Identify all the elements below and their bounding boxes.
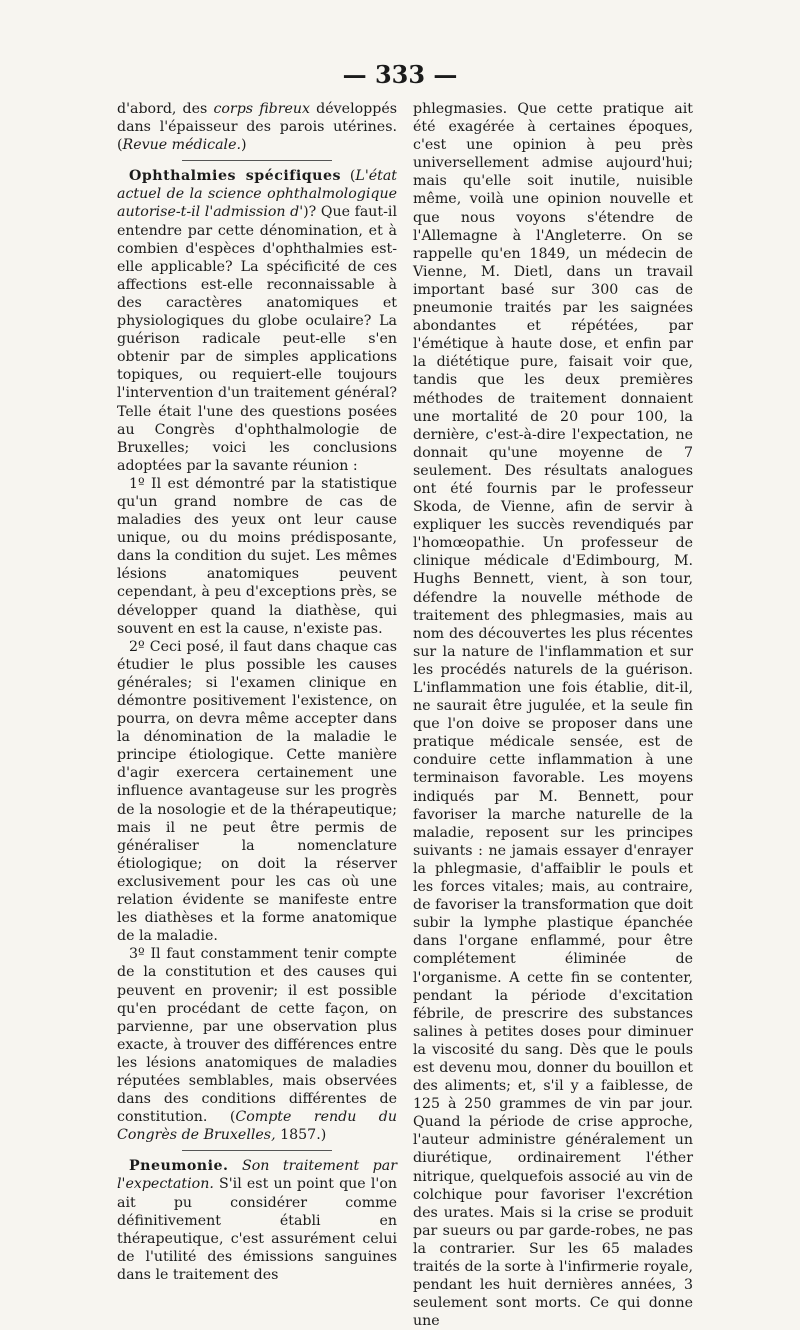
intro-emphasis: corps fibreux bbox=[213, 101, 311, 117]
ophthalmies-paragraph bbox=[117, 167, 397, 475]
intro-close: ) bbox=[241, 137, 247, 154]
right-paragraph: phlegmasies. Que cette pratique ait été exagérée à certaines époques, c'est une opinion à peu près universellement admise aujourd'hui; mais qu'elle soit inutile, nuisible même, voilà une opinion nouvelle et que nous voyons s'étendre de l'Allemagne à l'Angleterre. On se rappelle qu'en 1849, un médecin de Vienne, M. Dietl, dans un travail important basé sur 300 cas de pneumonie traités par les saignées abondantes et répétées, par l'émétique à haute dose, et enfin par la diététique pure, faisait voir que, tandis que les deux premières méthodes de traitement donnaient une mortalité de 20 pour 100, la dernière, c'est-à-dire l'expectation, ne donnait qu'une moyenne de 7 seulement. Des résultats analogues ont été fournis par le professeur Skoda, de Vienne, afin de servir à expliquer les succès revendiqués par l'homœopathie. Un professeur de clinique médicale d'Edimbourg, M. Hughs Bennett, vient, à son tour, défendre la nouvelle méthode de traitement des phlegmasies, mais au nom des découvertes les plus récentes sur la nature de l'inflammation et sur les procédés naturels de la guérison. L'inflammation une fois établie, dit-il, ne saurait être jugulée, et la seule fin que l'on doive se proposer dans une pratique médicale sensée, est de conduire cette inflammation à une terminaison favorable. Les moyens indiqués par M. Bennett, pour favoriser la marche naturelle de la maladie, reposent sur les principes suivants : ne jamais essayer d'enrayer la phlegmasie, d'affaiblir le pouls et les forces vitales; mais, au contraire, de favoriser la transformation que doit subir la lymphe plastique épanchée dans l'organe enflammé, pour être complétement éliminée de l'organisme. A cette fin se contenter, pendant la période d'excitation fébrile, de prescrire des substances salines à petites doses pour diminuer la viscosité du sang. Dès que le pouls est devenu mou, donner du bouillon et des aliments; et, s'il y a faiblesse, de 125 à 250 grammes de vin par jour. Quand la période de crise approche, l'auteur administre généralement un diurétique, ordinairement l'éther nitrique, quelquefois associé au vin de colchique pour favoriser l'excrétion des urates. Mais si la crise se produit par sueurs ou par garde-robes, ne pas la contrarier. Sur les 65 malades traités de la sorte à l'infirmerie royale, pendant les huit dernières années, 3 seulement sont morts. Ce qui donne une bbox=[413, 101, 693, 1330]
right-column bbox=[413, 100, 693, 1330]
conclusion-3-text: 3º Il faut constamment tenir compte de la constitution et des causes qui peuvent en provenir; il est possible qu'en procédant de cette façon, on parvienne, par une observation plus exacte, à trouver des différences entre les lésions anatomiques de maladies réputées semblables, mais observées dans des conditions différentes de constitution. ( bbox=[117, 946, 397, 1126]
conclusion-1: 1º Il est démontré par la statistique qu'un grand nombre de cas de maladies des yeux ont leur cause unique, ou du moins prédisposante, dans la condition du sujet. Les mêmes lésions anatomiques peuvent cependant, à peu d'exceptions près, se développer quand la diathèse, qui souvent en est la cause, n'existe pas. bbox=[117, 475, 397, 637]
pneumonie-paragraph bbox=[117, 1157, 397, 1284]
conclusion-3 bbox=[117, 945, 397, 1144]
conclusion-3-source: Compte rendu du Congrès de Bruxelles, bbox=[117, 1109, 397, 1144]
intro-source: Revue médicale. bbox=[122, 137, 242, 154]
intro-text-2: développés dans l'épaisseur des parois utérines. ( bbox=[117, 101, 397, 154]
ophthalmies-heading: Ophthalmies spécifiques bbox=[129, 168, 341, 185]
intro-paragraph bbox=[117, 100, 397, 154]
section-divider-2 bbox=[182, 1150, 332, 1151]
ophthalmies-open: ( bbox=[340, 168, 356, 185]
section-divider bbox=[182, 160, 332, 161]
pneumonie-subtitle: Son traitement par l'expectation. bbox=[117, 1158, 397, 1193]
conclusion-3-year: 1857.) bbox=[275, 1127, 327, 1144]
conclusion-2: 2º Ceci posé, il faut dans chaque cas étudier le plus possible les causes générales; si l'examen clinique en démontre positivement l'existence, on pourra, on devra même accepter dans la dénomination de la maladie le principe étiologique. Cette manière d'agir exercera certainement une influence avantageuse sur les progrès de la nosologie et de la thérapeutique; mais il ne peut être permis de généraliser la nomenclature étiologique; on doit la réserver exclusivement pour les cas où une relation évidente se manifeste entre les diathèses et la forme anatomique de la maladie. bbox=[117, 638, 397, 945]
ophthalmies-text: )? Que faut-il entendre par cette dénomination, et à combien d'espèces d'ophthalmies est-elle applicable? La spécificité de ces affections est-elle reconnaissable à des caractères anatomiques et physiologiques du globe oculaire? La guérison radicale peut-elle s'en obtenir par de simples applications topiques, ou requiert-elle toujours l'intervention d'un traitement général? Telle était l'une des questions posées au Congrès d'ophthalmologie de Bruxelles; voici les conclusions adoptées par la savante réunion : bbox=[117, 204, 398, 474]
intro-text: d'abord, des bbox=[117, 101, 214, 117]
pneumonie-text: S'il est un point que l'on ait pu considérer comme définitivement établi en thérapeutique, c'est assurément celui de l'utilité des émissions sanguines dans le traitement des bbox=[117, 1176, 397, 1283]
left-column bbox=[117, 100, 397, 1284]
ophthalmies-subtitle: L'état actuel de la science ophthalmologique autorise-t-il l'admission d' bbox=[117, 168, 397, 221]
page-number: — 333 — bbox=[342, 60, 458, 89]
pneumonie-heading: Pneumonie. bbox=[129, 1158, 229, 1175]
